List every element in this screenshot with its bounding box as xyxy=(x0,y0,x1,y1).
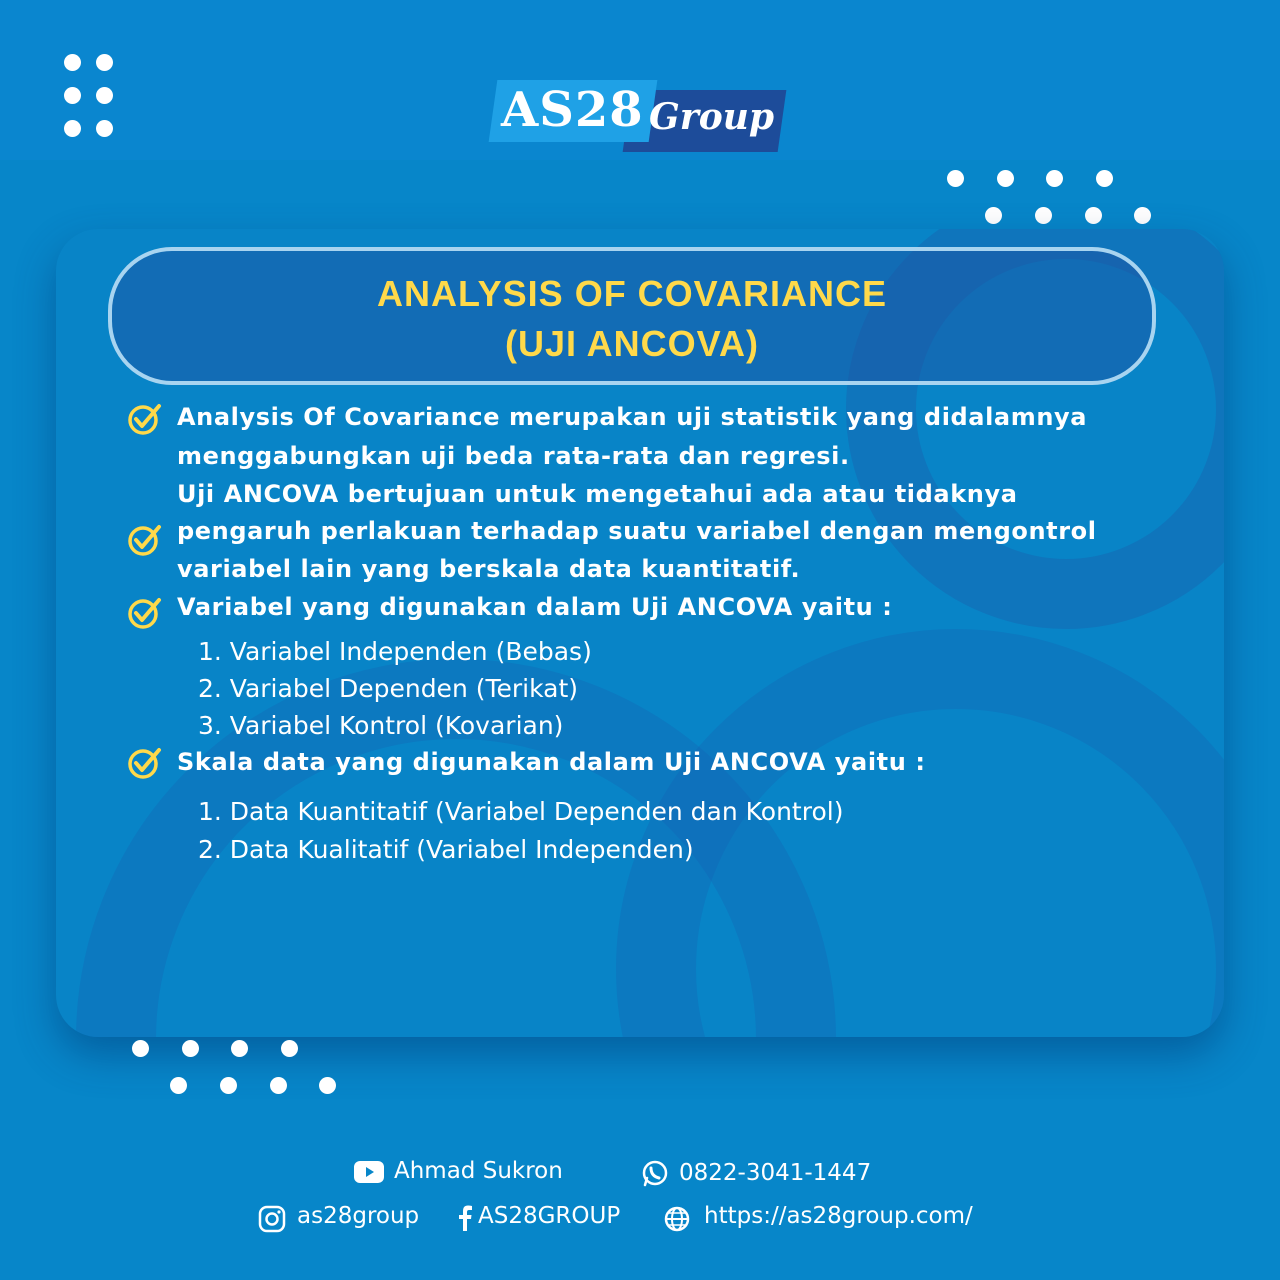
website-link[interactable]: https://as28group.com/ xyxy=(704,1203,973,1229)
list-item: 3. Variabel Kontrol (Kovarian) xyxy=(198,711,564,740)
list-item: 2. Data Kualitatif (Variabel Independen) xyxy=(198,835,694,864)
decor-ring-mid-right xyxy=(616,629,1224,1037)
content-card xyxy=(56,229,1224,1037)
logo-sub-text: Group xyxy=(649,96,775,138)
bullet-2-line-3: variabel lain yang berskala data kuantitatif. xyxy=(177,555,801,583)
youtube-channel-link[interactable]: Ahmad Sukron xyxy=(394,1158,563,1184)
title-box xyxy=(108,247,1156,385)
globe-icon xyxy=(663,1205,691,1233)
facebook-page-link[interactable]: AS28GROUP xyxy=(478,1203,621,1229)
brand-logo xyxy=(493,72,788,156)
facebook-icon xyxy=(458,1205,472,1231)
instagram-icon xyxy=(258,1205,286,1233)
check-circle-icon xyxy=(127,522,163,558)
bullet-1-line-1: Analysis Of Covariance merupakan uji statistik yang didalamnya xyxy=(177,403,1088,431)
bullet-3-text: Variabel yang digunakan dalam Uji ANCOVA yaitu : xyxy=(177,593,893,621)
page-subtitle: (UJI ANCOVA) xyxy=(505,323,759,364)
bullet-4-text: Skala data yang digunakan dalam Uji ANCOVA yaitu : xyxy=(177,748,926,776)
bullet-2-line-1: Uji ANCOVA bertujuan untuk mengetahui ada atau tidaknya xyxy=(177,480,1018,508)
bullet-1-line-2: menggabungkan uji beda rata-rata dan regresi. xyxy=(177,442,850,470)
list-item: 1. Variabel Independen (Bebas) xyxy=(198,637,592,666)
logo-brand-text: AS28 xyxy=(501,82,644,138)
whatsapp-icon xyxy=(641,1159,669,1187)
youtube-icon xyxy=(354,1161,384,1183)
bullet-2-line-2: pengaruh perlakuan terhadap suatu variabel dengan mengontrol xyxy=(177,517,1097,545)
check-circle-icon xyxy=(127,595,163,631)
check-circle-icon xyxy=(127,745,163,781)
page-title: ANALYSIS OF COVARIANCE xyxy=(376,273,888,314)
whatsapp-number-link[interactable]: 0822-3041-1447 xyxy=(679,1160,872,1186)
list-item: 1. Data Kuantitatif (Variabel Dependen dan Kontrol) xyxy=(198,797,844,826)
instagram-handle-link[interactable]: as28group xyxy=(297,1203,420,1229)
check-circle-icon xyxy=(127,401,163,437)
list-item: 2. Variabel Dependen (Terikat) xyxy=(198,674,579,703)
